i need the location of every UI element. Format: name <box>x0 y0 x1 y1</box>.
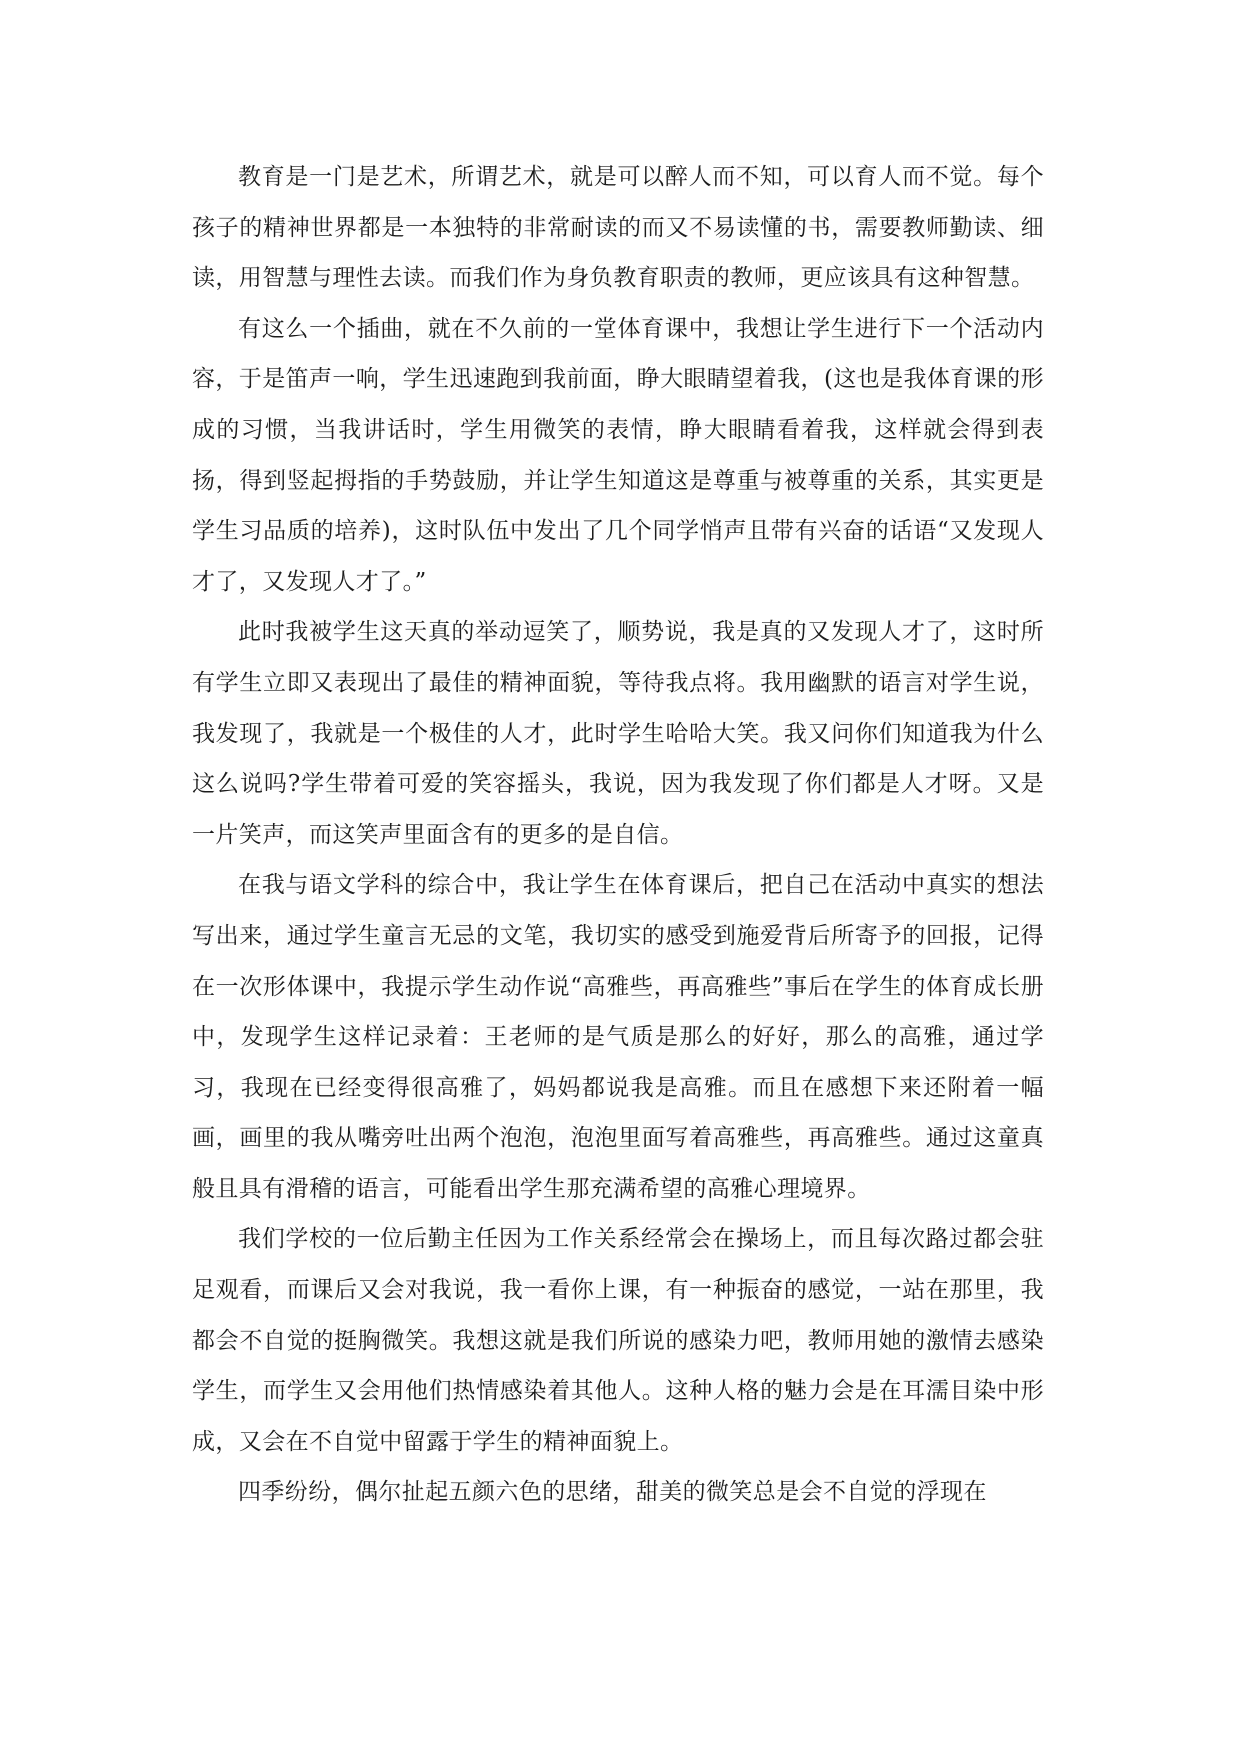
paragraph-3: 此时我被学生这天真的举动逗笑了，顺势说，我是真的又发现人才了，这时所有学生立即又表现出了最佳的精神面貌，等待我点将。我用幽默的语言对学生说，我发现了，我就是一个极佳的人才，此时学生哈哈大笑。我又问你们知道我为什么这么说吗?学生带着可爱的笑容摇头，我说，因为我发现了你们都是人才呀。又是一片笑声，而这笑声里面含有的更多的是自信。 <box>192 619 1044 848</box>
paragraph-6: 四季纷纷，偶尔扯起五颜六色的思绪，甜美的微笑总是会不自觉的浮现在 <box>238 1479 987 1506</box>
paragraph-5: 我们学校的一位后勤主任因为工作关系经常会在操场上，而且每次路过都会驻足观看，而课后又会对我说，我一看你上课，有一种振奋的感觉，一站在那里，我都会不自觉的挺胸微笑。我想这就是我们所说的感染力吧，教师用她的激情去感染学生，而学生又会用他们热情感染着其他人。这种人格的魅力会是在耳濡目染中形成，又会在不自觉中留露于学生的精神面貌上。 <box>192 1226 1044 1455</box>
document-body <box>192 152 1044 1518</box>
paragraph-2: 有这么一个插曲，就在不久前的一堂体育课中，我想让学生进行下一个活动内容，于是笛声一响，学生迅速跑到我前面，睁大眼睛望着我，(这也是我体育课的形成的习惯，当我讲话时，学生用微笑的表情，睁大眼睛看着我，这样就会得到表扬，得到竖起拇指的手势鼓励，并让学生知道这是尊重与被尊重的关系，其实更是学生习品质的培养)，这时队伍中发出了几个同学悄声且带有兴奋的话语“又发现人才了，又发现人才了。” <box>192 315 1044 595</box>
paragraph-4: 在我与语文学科的综合中，我让学生在体育课后，把自己在活动中真实的想法写出来，通过学生童言无忌的文笔，我切实的感受到施爱背后所寄予的回报，记得在一次形体课中，我提示学生动作说“高雅些，再高雅些”事后在学生的体育成长册中，发现学生这样记录着：王老师的是气质是那么的好好，那么的高雅，通过学习，我现在已经变得很高雅了，妈妈都说我是高雅。而且在感想下来还附着一幅画，画里的我从嘴旁吐出两个泡泡，泡泡里面写着高雅些，再高雅些。通过这童真般且具有滑稽的语言，可能看出学生那充满希望的高雅心理境界。 <box>192 872 1044 1202</box>
paragraph-1: 教育是一门是艺术，所谓艺术，就是可以醉人而不知，可以育人而不觉。每个孩子的精神世界都是一本独特的非常耐读的而又不易读懂的书，需要教师勤读、细读，用智慧与理性去读。而我们作为身负教育职责的教师，更应该具有这种智慧。 <box>192 164 1044 292</box>
